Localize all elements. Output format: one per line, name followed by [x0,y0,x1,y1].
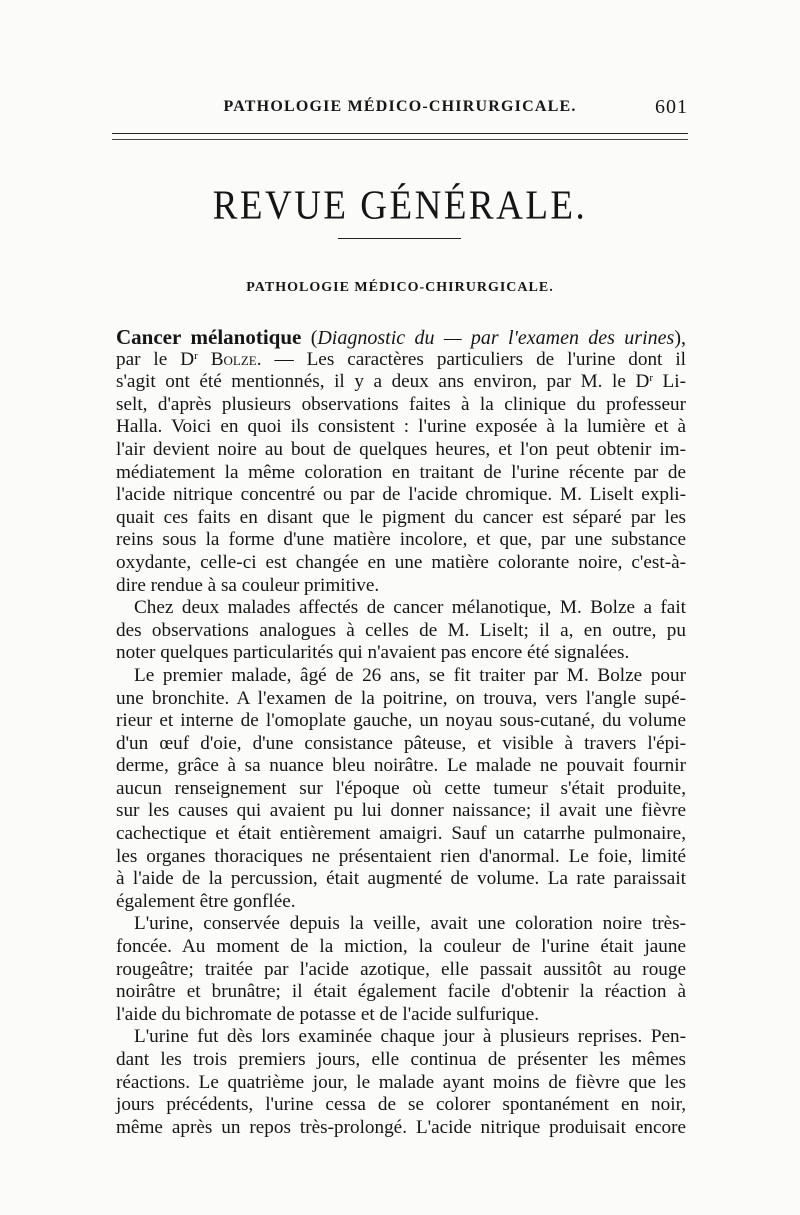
byline-par: par le D [116,348,195,370]
text-line [116,981,686,1004]
text-line [116,416,686,439]
text-line-content: une bronchite. A l'examen de la poitrine, on trouva, vers l'angle supé- [116,687,686,709]
text-line [116,891,686,914]
subsection-title: PATHOLOGIE MÉDICO-CHIRURGICALE. [246,280,554,295]
text-line-content: Halla. Voici en quoi ils consistent : l'urine exposée à la lumière et à [116,416,686,438]
text-line-content: même après un repos très-prolongé. L'acide nitrique produisait encore [116,1116,686,1138]
text-line-content: jours précédents, l'urine cessa de se colorer spontanément en noir, [116,1094,686,1116]
text-line [116,529,686,552]
text-line [116,484,686,507]
text-line-content: sur les causes qui avaient pu lui donner naissance; il avait une fièvre [116,800,686,822]
article-title-paren-close: ), [674,327,686,349]
text-line-content: L'urine, conservée depuis la veille, avait une coloration noire très- [134,913,686,935]
text-line-content: Le premier malade, âgé de 26 ans, se fit traiter par M. Bolze pour [134,664,686,686]
text-line [116,800,686,823]
article-byline [116,349,686,372]
text-line-content: Chez deux malades affectés de cancer mélanotique, M. Bolze a fait [134,597,686,619]
text-line-content: foncée. Au moment de la miction, la couleur de l'urine était jaune [116,936,686,958]
text-line-content: L'urine fut dès lors examinée chaque jour à plusieurs reprises. Pen- [134,1026,686,1048]
article-subtitle: Diagnostic du — par l'examen des urines [317,327,675,349]
text-line-content: quait ces faits en disant que le pigment du cancer est séparé par les [116,506,686,528]
text-line [116,597,686,620]
text-line-content: oxydante, celle-ci est changée en une matière colorante noire, c'est-à- [116,551,686,573]
text-line-content: cachectique et était entièrement amaigri. Sauf un catarrhe pulmonaire, [116,823,686,845]
text-line-content: réactions. Le quatrième jour, le malade ayant moins de fièvre que les [116,1071,686,1093]
text-line-content: selt, d'après plusieurs observations faites à la clinique du professeur [116,393,686,415]
text-line [116,462,686,485]
text-line [116,778,686,801]
section-divider [338,238,461,239]
text-line [116,1004,686,1027]
text-line [116,665,686,688]
running-head [112,96,688,120]
text-line-tail: Li- [652,371,686,393]
article-lines [116,371,686,1139]
text-line [116,688,686,711]
article-title-paren-open: ( [301,327,318,349]
text-line [116,371,686,394]
text-line-content: noter quelques particularités qui n'avaient pas encore été signalées. [116,642,630,664]
text-line [116,710,686,733]
text-line [116,642,686,665]
text-line-content: s'agit ont été mentionnés, il y a deux ans environ, par M. le D [116,371,650,393]
text-line-content: à l'aide de la percussion, était augmenté de volume. La rate paraissait [116,868,686,890]
text-line-content: noirâtre et brunâtre; il était également facile d'obtenir la réaction à [116,981,686,1003]
text-line-content: aucun renseignement sur l'époque où cette tumeur s'était produite, [116,777,686,799]
text-line [116,1117,686,1140]
text-line-content: également être gonflée. [116,890,296,912]
text-line-content: l'air devient noire au bout de quelques heures, et l'on peut obtenir im- [116,438,686,460]
text-line [116,755,686,778]
text-line-content: rougeâtre; traitée par l'acide azotique, elle passait aussitôt au rouge [116,958,686,980]
byline-rest: — Les caractères particuliers de l'urine dont il [261,348,686,370]
article-author: Bolze. [197,348,262,370]
text-line [116,733,686,756]
text-line [116,552,686,575]
running-title: PATHOLOGIE MÉDICO-CHIRURGICALE. [223,98,577,115]
text-line-content: l'acide nitrique concentré ou par de l'acide chromique. M. Liselt expli- [116,484,686,506]
article-title: Cancer mélanotique [116,325,302,349]
text-line [116,846,686,869]
header-rule-secondary [112,139,688,140]
section-title: REVUE GÉNÉRALE. [212,182,588,229]
text-line [116,913,686,936]
article-title-line [116,326,686,349]
text-line [116,394,686,417]
page-number: 601 [655,96,688,118]
text-line [116,575,686,598]
text-line [116,620,686,643]
text-line [116,1026,686,1049]
text-line-content: dant les trois premiers jours, elle continua de présenter les mêmes [116,1049,686,1070]
text-line-content: l'aide du bichromate de potasse et de l'acide sulfurique. [116,1003,540,1025]
text-line-content: les organes thoraciques ne présentaient rien d'anormal. Le foie, limité [116,845,686,867]
text-line-content: médiatement la même coloration en traitant de l'urine récente par de [116,461,686,483]
text-line-content: dire rendue à sa couleur primitive. [116,574,380,596]
text-line [116,959,686,982]
text-line [116,1072,686,1095]
text-line-content: rieur et interne de l'omoplate gauche, un noyau sous-cutané, du volume [116,710,686,732]
text-line [116,1094,686,1117]
text-line-content: d'un œuf d'oie, d'une consistance pâteuse, et visible à travers l'épi- [116,732,686,754]
text-line-content: des observations analogues à celles de M. Liselt; il a, en outre, pu [116,619,686,641]
text-line-superscript: r [649,372,653,385]
text-line [116,507,686,530]
header-rule [112,133,688,134]
text-line-content: reins sous la forme d'une matière incolore, et que, par une substance [116,529,686,551]
text-line [116,868,686,891]
text-line [116,439,686,462]
text-line [116,823,686,846]
text-line [116,1049,686,1072]
text-line [116,936,686,959]
article-body [116,326,686,1139]
byline-sup: r [194,349,198,362]
text-line-content: derme, grâce à sa nuance bleu noirâtre. Le malade ne pouvait fournir [116,755,686,777]
